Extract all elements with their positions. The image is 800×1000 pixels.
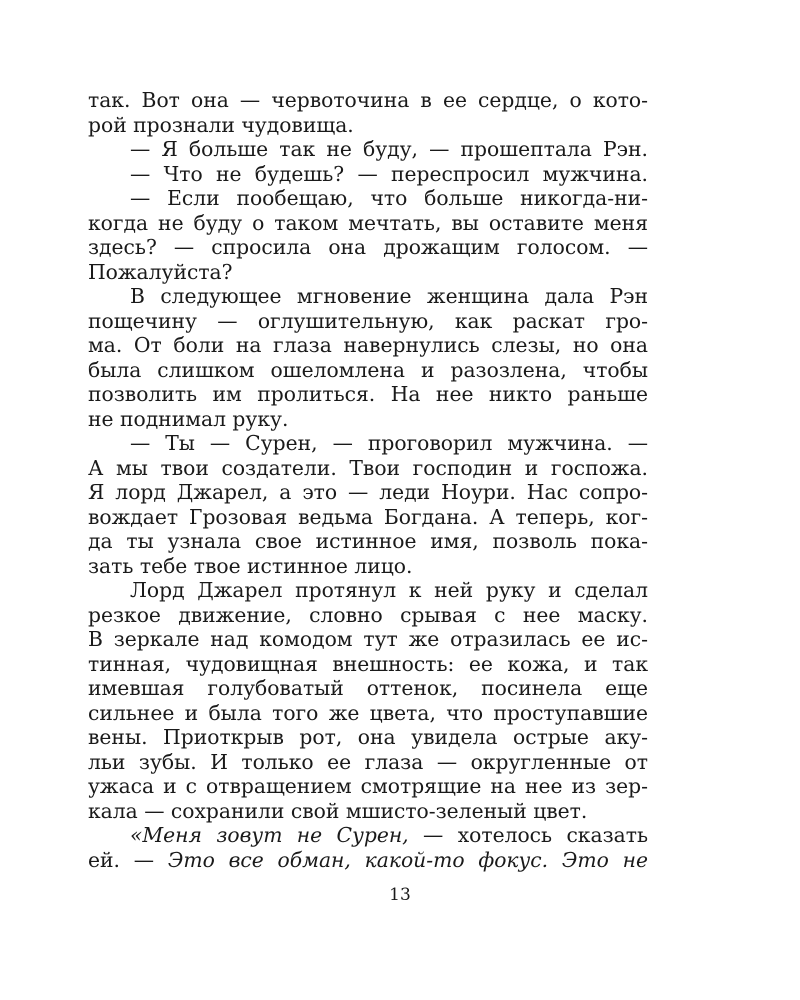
text-line: — Ты — Сурен, — проговорил мужчина. — (130, 431, 648, 455)
text-line: В зеркале над комодом тут же отразилась ее ис- (88, 627, 648, 651)
text-line: Пожалуйста? (88, 259, 233, 284)
text-line: Я лорд Джарел, а это — леди Ноури. Нас сопро- (88, 480, 648, 504)
text-line: имевшая голубоватый оттенок, посинела еще (88, 676, 648, 700)
text-line: Лорд Джарел протянул к ней руку и сделал (130, 578, 648, 602)
text-line: вождает Грозовая ведьма Богдана. А теперь, ког- (88, 504, 648, 529)
text-line: В следующее мгновение женщина дала Рэн (130, 284, 648, 308)
text-line: вены. Приоткрыв рот, она увидела острые аку- (88, 725, 648, 749)
text-line: позволить им пролиться. На нее никто раньше (88, 382, 648, 406)
narration: ей. — (88, 847, 168, 872)
text-line: не поднимал руку. (88, 406, 289, 431)
text-line: рой прознали чудовища. (88, 112, 354, 137)
text-line: была слишком ошеломлена и разозлена, чтобы (88, 357, 648, 382)
text-line: да ты узнала свое истинное имя, позволь пока- (88, 529, 648, 553)
text-line: ма. От боли на глаза навернулись слезы, но она (88, 333, 648, 357)
text-line: кала — сохранили свой мшисто-зеленый цвет. (88, 798, 588, 823)
text-line: когда не буду о таком мечтать, вы оставите меня (88, 210, 648, 235)
text-line: зать тебе твое истинное лицо. (88, 553, 413, 578)
text-line: ужаса и с отвращением смотрящие на нее из зер- (88, 774, 648, 798)
text-line: резкое движение, словно срывая с нее маску. (88, 602, 648, 627)
text-line-final-1 (88, 823, 648, 848)
text-line: сильнее и была того же цвета, что проступавшие (88, 700, 648, 725)
body-text (88, 88, 648, 872)
text-line: здесь? — спросила она дрожащим голосом. — (88, 235, 648, 259)
text-line: — Что не будешь? — переспросил мужчина. (130, 161, 648, 186)
text-line: — Я больше так не буду, — прошептала Рэн. (130, 137, 648, 161)
text-line: льи зубы. И только ее глаза — округленные от (88, 749, 648, 774)
text-line: А мы твои создатели. Твои господин и госпожа. (88, 455, 648, 480)
text-line-final-2 (88, 848, 648, 873)
italic-quote: «Меня зовут не Сурен, (130, 823, 409, 847)
text-line: — Если пообещаю, что больше никогда-ни- (130, 186, 648, 210)
narration: — хотелось сказать (408, 823, 648, 847)
text-line: так. Вот она — червоточина в ее сердце, о кото- (88, 88, 648, 112)
text-line: пощечину — оглушительную, как раскат гро- (88, 308, 648, 333)
italic-quote: Это все обман, какой-то фокус. Это не (167, 847, 648, 872)
text-line: тинная, чудовищная внешность: ее кожа, и так (88, 651, 648, 676)
page-number: 13 (389, 885, 411, 905)
